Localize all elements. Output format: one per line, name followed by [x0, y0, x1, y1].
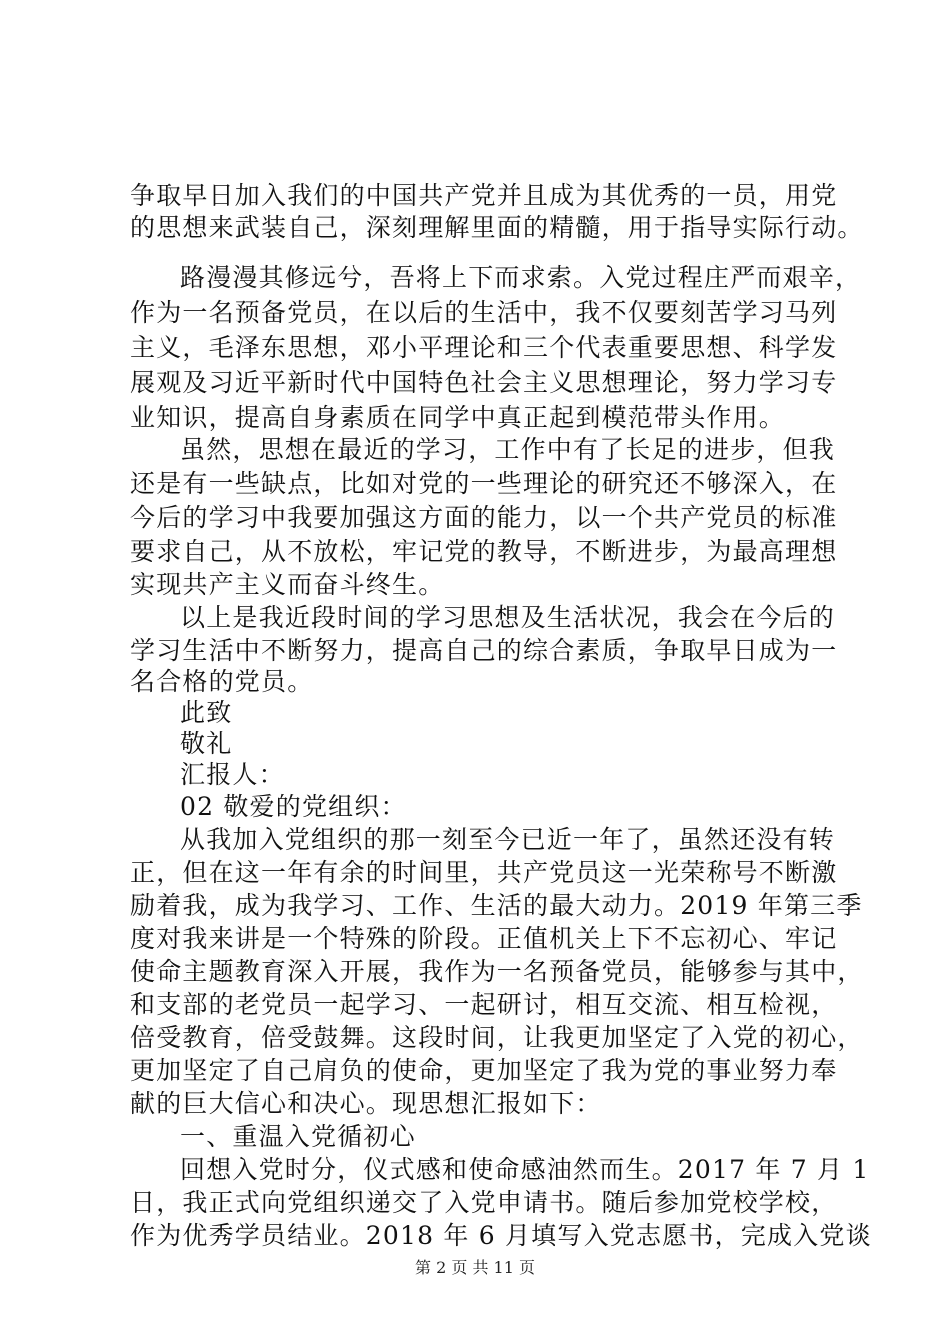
text-line: 回想入党时分，仪式感和使命感油然而生。2017 年 7 月 1 — [180, 1155, 870, 1184]
text-line: 献的巨大信心和决心。现思想汇报如下： — [130, 1089, 602, 1118]
text-line: 学习生活中不断努力，提高自己的综合素质，争取早日成为一 — [130, 636, 838, 665]
text-line: 实现共产主义而奋斗终生。 — [130, 570, 445, 599]
text-line: 倍受教育，倍受鼓舞。这段时间，让我更加坚定了入党的初心， — [130, 1023, 864, 1052]
text-line: 正，但在这一年有余的时间里，共产党员这一光荣称号不断激 — [130, 858, 838, 887]
closing-salutation: 敬礼 — [180, 729, 233, 758]
text-line: 主义，毛泽东思想，邓小平理论和三个代表重要思想、科学发 — [130, 333, 838, 362]
section-heading: 一、重温入党循初心 — [180, 1122, 416, 1151]
signature-label: 汇报人： — [180, 760, 285, 789]
text-line: 从我加入党组织的那一刻至今已近一年了，虽然还没有转 — [180, 825, 836, 854]
text-line: 展观及习近平新时代中国特色社会主义思想理论，努力学习专 — [130, 368, 838, 397]
closing-salutation: 此致 — [180, 698, 233, 727]
text-line: 还是有一些缺点，比如对党的一些理论的研究还不够深入，在 — [130, 469, 838, 498]
text-line: 今后的学习中我要加强这方面的能力，以一个共产党员的标准 — [130, 503, 838, 532]
text-line: 度对我来讲是一个特殊的阶段。正值机关上下不忘初心、牢记 — [130, 924, 838, 953]
section-heading: 02 敬爱的党组织： — [180, 792, 407, 821]
page-footer: 第 2 页 共 11 页 — [415, 1258, 535, 1277]
text-line: 作为一名预备党员，在以后的生活中，我不仅要刻苦学习马列 — [130, 298, 838, 327]
text-line: 日，我正式向党组织递交了入党申请书。随后参加党校学校， — [130, 1188, 838, 1217]
text-line: 要求自己，从不放松，牢记党的教导，不断进步，为最高理想 — [130, 537, 838, 566]
text-line: 使命主题教育深入开展，我作为一名预备党员，能够参与其中， — [130, 957, 864, 986]
text-line: 的思想来武装自己，深刻理解里面的精髓，用于指导实际行动。 — [130, 213, 864, 242]
text-line: 虽然，思想在最近的学习，工作中有了长足的进步，但我 — [180, 435, 836, 464]
text-line: 路漫漫其修远兮，吾将上下而求索。入党过程庄严而艰辛， — [180, 263, 862, 292]
text-line: 业知识，提高自身素质在同学中真正起到模范带头作用。 — [130, 403, 786, 432]
text-line: 以上是我近段时间的学习思想及生活状况，我会在今后的 — [180, 603, 836, 632]
text-line: 名合格的党员。 — [130, 667, 314, 696]
text-line: 和支部的老党员一起学习、一起研讨，相互交流、相互检视， — [130, 990, 838, 1019]
text-line: 争取早日加入我们的中国共产党并且成为其优秀的一员，用党 — [130, 181, 838, 210]
text-line: 励着我，成为我学习、工作、生活的最大动力。2019 年第三季 — [130, 891, 863, 920]
text-line: 作为优秀学员结业。2018 年 6 月填写入党志愿书，完成入党谈 — [130, 1221, 872, 1250]
text-line: 更加坚定了自己肩负的使命，更加坚定了我为党的事业努力奉 — [130, 1056, 838, 1085]
